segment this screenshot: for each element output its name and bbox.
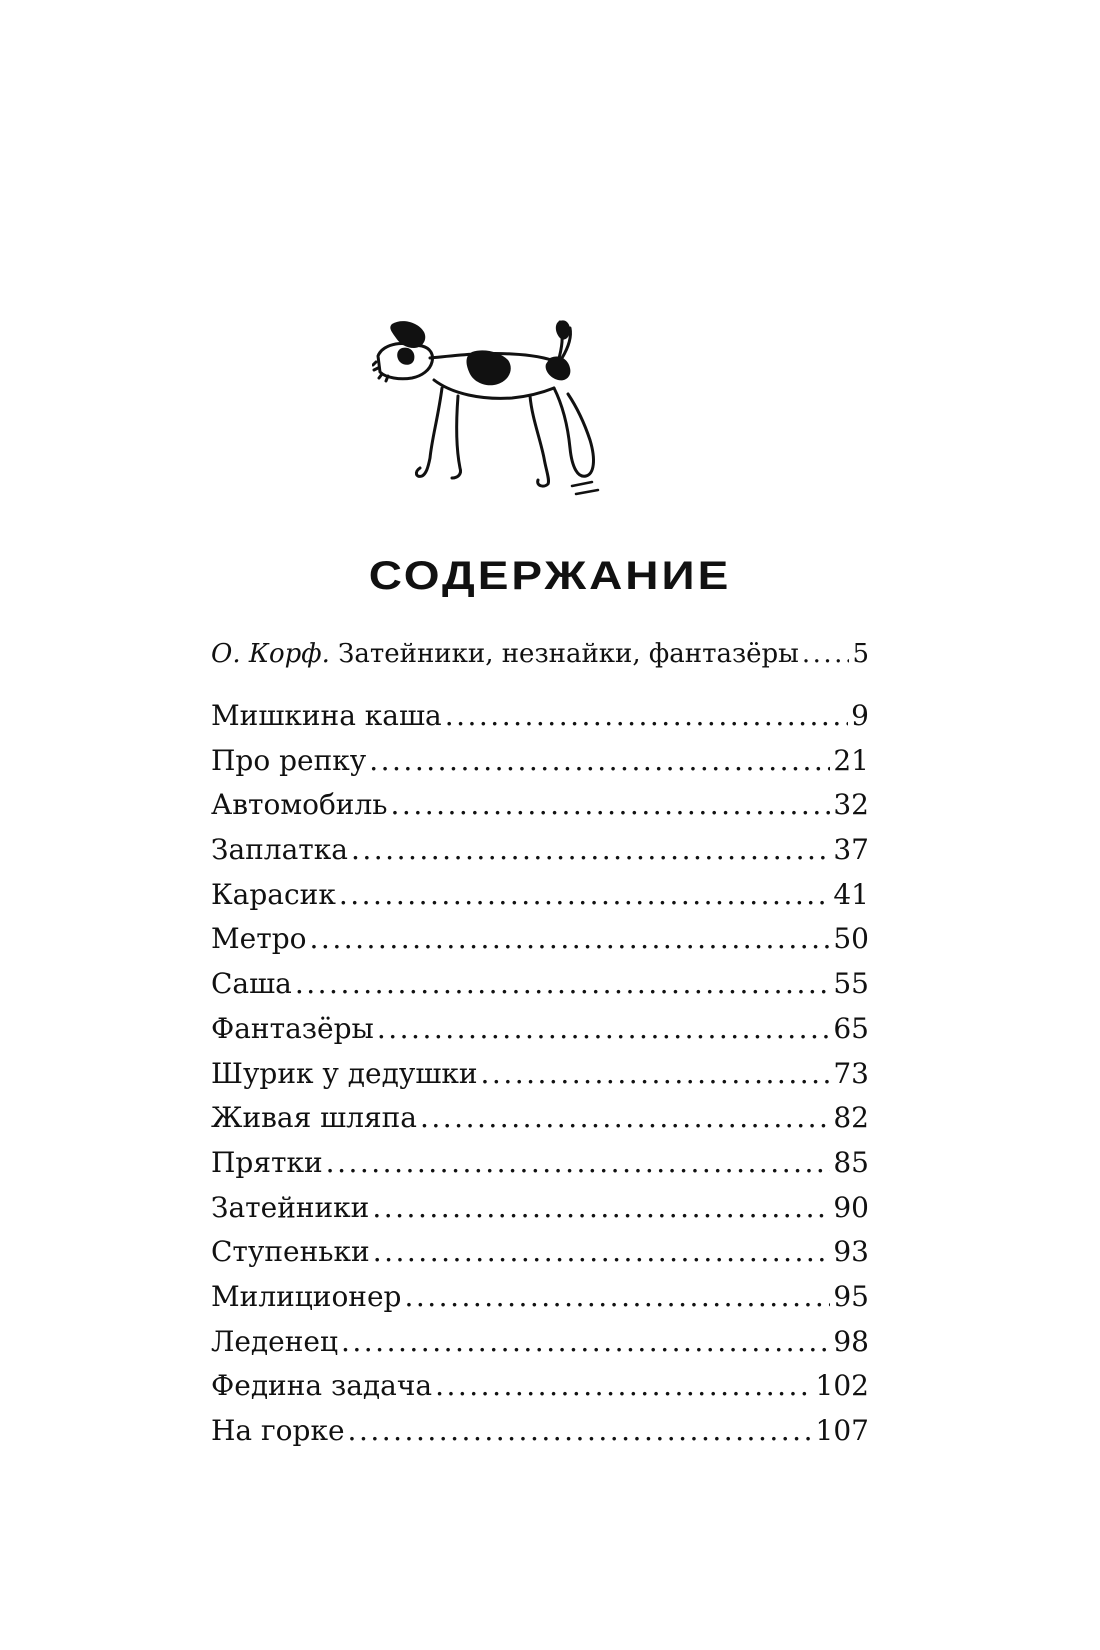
toc-entry-title: Саша [211,967,292,1001]
leader-dots [372,1186,830,1231]
leader-dots [420,1096,830,1141]
toc-entry-title: Мишкина каша [211,699,442,732]
leader-dots [295,962,831,1007]
toc-entry-title: Затейники [211,1190,370,1224]
toc-entry-page: 98 [833,1324,869,1358]
toc-entry-page: 73 [833,1056,869,1090]
table-of-contents [211,634,869,1454]
leader-dots [802,634,850,674]
toc-entry-title: Про репку [211,743,367,777]
toc-entry-page: 107 [815,1414,869,1447]
toc-entry[interactable] [211,1007,869,1052]
toc-entry-title: Ступеньки [211,1235,370,1269]
toc-entry-page: 85 [833,1145,869,1179]
toc-entry-title: Милиционер [211,1279,402,1313]
toc-entry-page: 90 [833,1190,869,1224]
toc-entry-page: 32 [833,788,869,822]
toc-intro-page: 5 [852,639,869,669]
toc-entry-title: Леденец [211,1324,338,1358]
toc-entry-page: 93 [833,1235,869,1269]
toc-entry[interactable] [211,1275,869,1320]
toc-entry-title: Автомобиль [211,788,388,822]
toc-entry[interactable] [211,783,869,828]
leader-dots [377,1007,831,1052]
toc-entry-page: 65 [833,1011,869,1045]
toc-entry[interactable] [211,962,869,1007]
toc-entry-title: Заплатка [211,833,348,867]
leader-dots [373,1230,831,1275]
toc-entry[interactable] [211,873,869,918]
toc-entry-page: 50 [833,922,869,956]
toc-entry[interactable] [211,739,869,784]
toc-entry[interactable] [211,1096,869,1141]
toc-entry-title: Федина задача [211,1369,433,1403]
toc-entry-title: На горке [211,1414,345,1447]
toc-entry-title: Фантазёры [211,1011,374,1045]
leader-dots [435,1364,812,1409]
toc-intro-author: О. Корф. [211,639,330,669]
page-heading: СОДЕРЖАНИЕ [368,552,732,598]
dog-illustration [372,318,634,516]
toc-entry[interactable] [211,694,869,739]
leader-dots [445,694,848,739]
toc-entry-page: 41 [833,877,869,911]
toc-entry[interactable] [211,1052,869,1097]
toc-entry-page: 102 [815,1369,869,1403]
leader-dots [404,1275,830,1320]
toc-intro-entry[interactable] [211,634,869,674]
toc-entry-page: 82 [833,1101,869,1135]
toc-entry[interactable] [211,917,869,962]
toc-entry-title: Живая шляпа [211,1101,417,1135]
leader-dots [326,1141,831,1186]
toc-entry-title: Шурик у дедушки [211,1056,478,1090]
leader-dots [310,917,831,962]
leader-dots [369,739,830,784]
toc-entry[interactable] [211,1364,869,1409]
toc-entry-page: 21 [833,743,869,777]
toc-entry[interactable] [211,1141,869,1186]
toc-entry-page: 55 [833,967,869,1001]
toc-intro-title-text: Затейники, незнайки, фантазёры [338,639,799,669]
toc-entry[interactable] [211,1186,869,1231]
leader-dots [391,783,831,828]
leader-dots [351,828,830,873]
toc-intro-title [211,634,799,674]
toc-entry-page: 9 [851,699,869,732]
leader-dots [341,1320,830,1365]
leader-dots [481,1052,831,1097]
toc-entry[interactable] [211,828,869,873]
toc-entry[interactable] [211,1320,869,1365]
toc-entry-title: Метро [211,922,307,956]
toc-entry[interactable] [211,1409,869,1454]
leader-dots [348,1409,813,1454]
toc-entry-title: Прятки [211,1145,323,1179]
toc-entry-page: 95 [833,1279,869,1313]
toc-entry-page: 37 [833,833,869,867]
toc-entry[interactable] [211,1230,869,1275]
leader-dots [339,873,831,918]
toc-entry-title: Карасик [211,877,336,911]
